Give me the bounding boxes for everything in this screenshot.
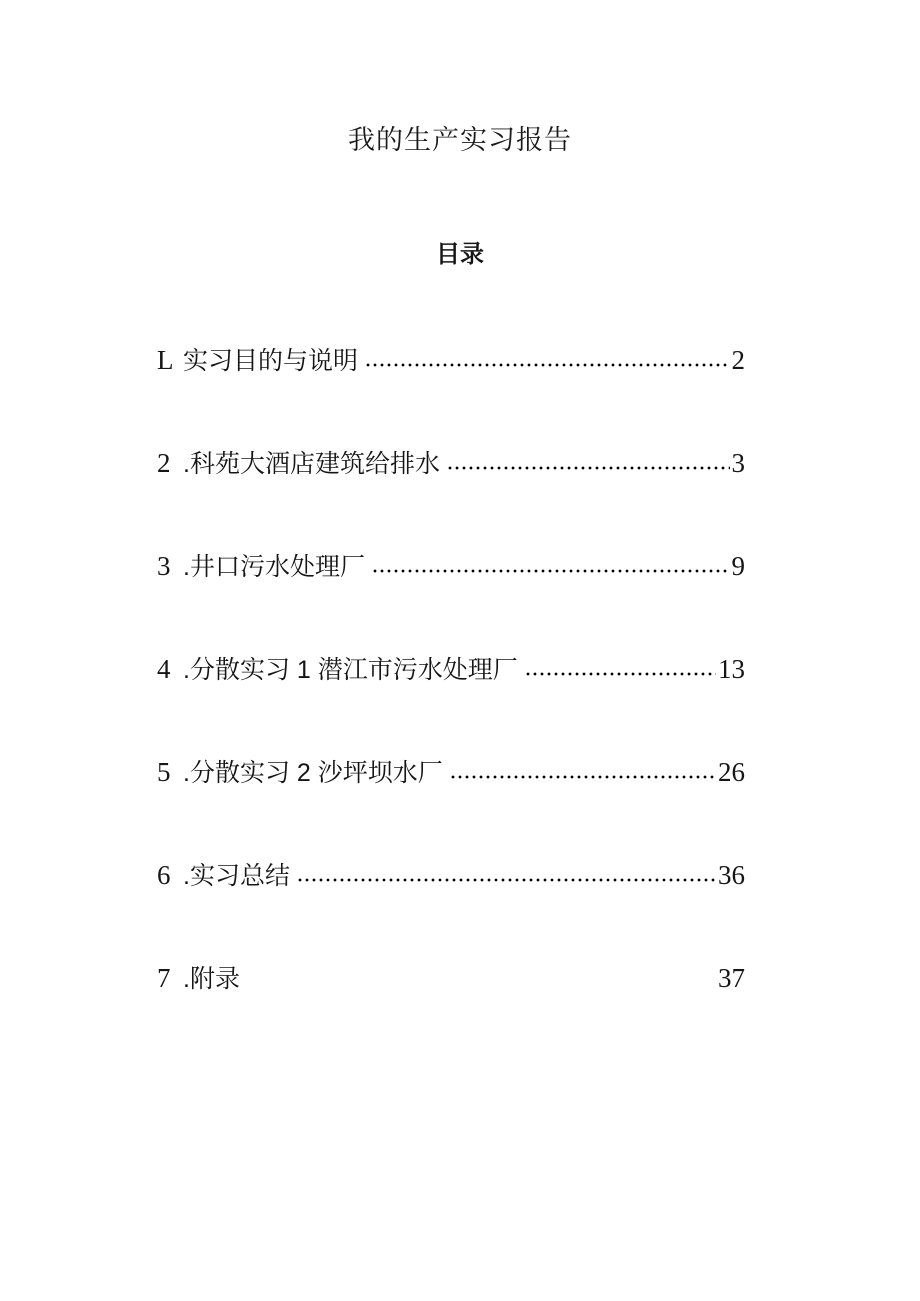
toc-entry-number: 4 xyxy=(157,654,171,684)
toc-entry-title: .分散实习 1 潜江市污水处理厂 xyxy=(183,656,518,684)
toc-entry-title: .实习总结 xyxy=(183,862,290,890)
toc-entry[interactable] xyxy=(157,444,745,478)
dot-leader xyxy=(451,775,716,779)
toc-entry-number: 7 xyxy=(157,963,171,993)
toc-entry-number: 6 xyxy=(157,860,171,890)
toc-entry-title: .井口污水处理厂 xyxy=(183,553,365,581)
toc-entry-title: .附录 xyxy=(183,965,240,993)
toc-entry[interactable] xyxy=(157,341,745,375)
dot-leader xyxy=(366,363,729,367)
toc-entry[interactable] xyxy=(157,856,745,890)
toc-entry-page: 13 xyxy=(718,654,745,684)
toc-heading: 目录 xyxy=(436,241,484,268)
page-title: 我的生产实习报告 xyxy=(348,125,572,155)
toc-entry-number: 5 xyxy=(157,757,171,787)
toc-entry-page: 36 xyxy=(718,860,745,890)
toc-entry-page: 26 xyxy=(718,757,745,787)
dot-leader xyxy=(298,878,716,882)
toc-entry-page: 3 xyxy=(731,448,745,478)
toc-entry-number: L xyxy=(157,345,174,375)
toc-entry-title: 实习目的与说明 xyxy=(183,347,359,375)
toc-entry[interactable] xyxy=(157,547,745,581)
dot-leader xyxy=(526,672,716,676)
toc-entry-number: 2 xyxy=(157,448,171,478)
toc-list xyxy=(157,341,745,993)
dot-leader xyxy=(448,466,730,470)
toc-entry-title: .科苑大酒店建筑给排水 xyxy=(183,450,440,478)
toc-entry-page: 2 xyxy=(731,345,745,375)
toc-entry-title: .分散实习 2 沙坪坝水厂 xyxy=(183,759,443,787)
dot-leader xyxy=(248,981,716,985)
toc-entry[interactable] xyxy=(157,753,745,787)
toc-entry-page: 37 xyxy=(718,963,745,993)
dot-leader xyxy=(373,569,730,573)
toc-entry-number: 3 xyxy=(157,551,171,581)
toc-entry[interactable] xyxy=(157,959,745,993)
toc-entry-page: 9 xyxy=(731,551,745,581)
toc-entry[interactable] xyxy=(157,650,745,684)
